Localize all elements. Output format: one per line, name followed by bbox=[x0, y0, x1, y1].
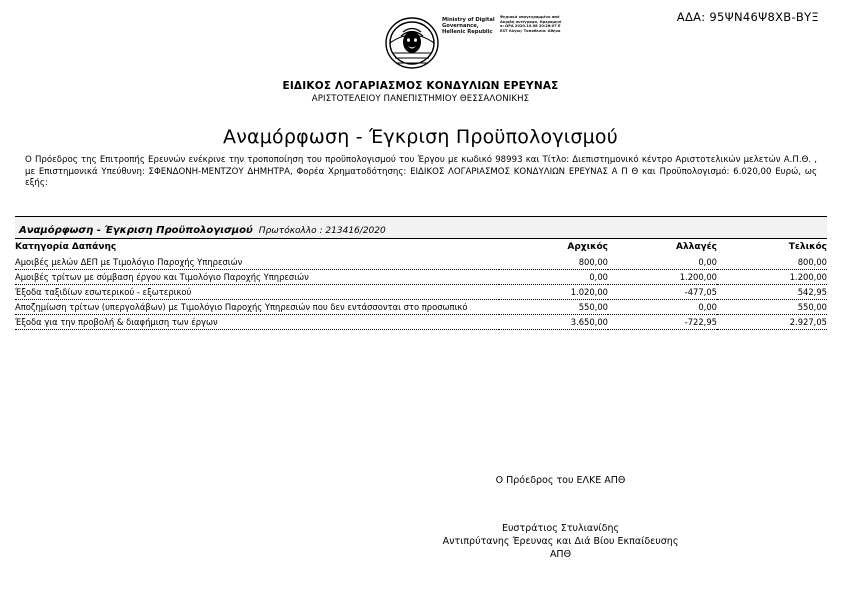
cell-final: 2.927,05 bbox=[717, 315, 827, 330]
budget-table bbox=[15, 216, 827, 330]
signature-name: Ευστράτιος Στυλιανίδης bbox=[501, 523, 620, 534]
cell-changes: 0,00 bbox=[608, 300, 717, 315]
organization-subtitle: ΑΡΙΣΤΟΤΕΛΕΙΟΥ ΠΑΝΕΠΙΣΤΗΜΙΟΥ ΘΕΣΣΑΛΟΝΙΚΗΣ bbox=[311, 94, 530, 104]
greek-republic-seal-icon bbox=[381, 12, 443, 74]
column-header-initial: Αρχικός bbox=[567, 242, 608, 252]
cell-final: 1.200,00 bbox=[717, 270, 827, 285]
column-header-category: Κατηγορία Δαπάνης bbox=[15, 242, 117, 252]
column-header-changes: Αλλαγές bbox=[675, 242, 717, 252]
signature-institution: ΑΠΘ bbox=[549, 549, 572, 560]
page-title: Αναμόρφωση - Έγκριση Προϋπολογισμού bbox=[223, 126, 618, 148]
table-band-protocol: Πρωτόκολλο : 213416/2020 bbox=[258, 226, 386, 236]
budget-table-grid bbox=[15, 240, 827, 330]
cell-initial: 3.650,00 bbox=[499, 315, 608, 330]
signature-role-label: Ο Πρόεδρος του ΕΛΚΕ ΑΠΘ bbox=[495, 475, 626, 486]
table-row bbox=[15, 255, 827, 270]
cell-category: Αμοιβές μελών ΔΕΠ με Τιμολόγιο Παροχής Υπηρεσιών bbox=[15, 255, 499, 270]
cell-final: 550,00 bbox=[717, 300, 827, 315]
digital-signature-stamp-label: Ministry of Digital Governance, Hellenic Republic bbox=[442, 17, 495, 36]
letterhead bbox=[0, 12, 841, 104]
cell-changes: -722,95 bbox=[608, 315, 717, 330]
cell-category: Αποζημίωση τρίτων (υπεργολάβων) με Τιμολόγιο Παροχής Υπηρεσιών που δεν εντάσσονται στο προσωπικό bbox=[15, 300, 499, 315]
signature-role bbox=[0, 475, 841, 486]
column-header-final: Τελικός bbox=[788, 242, 827, 252]
table-row bbox=[15, 270, 827, 285]
intro-paragraph: Ο Πρόεδρος της Επιτροπής Ερευνών ενέκρινε την τροποποίηση του προϋπολογισμού του Έργου με κωδικό 98993 και Τίτλο: Διεπιστημονικό κέντρο Αριστοτελικών μελετών Α.Π.Θ. , με Επιστημονικά Υπεύθυνη: ΣΦΕΝΔΟΝΗ-ΜΕΝΤΖΟΥ ΔΗΜΗΤΡΑ, Φορέα Χρηματοδότησης: ΕΙΔΙΚΟΣ ΛΟΓΑΡΙΑΣΜΟΣ ΚΟΝΔΥΛΙΩΝ ΕΡΕΥΝΑΣ Α Π Θ και Προϋπολογισμό: 6.020,00 Ευρώ, ως εξής: bbox=[25, 155, 817, 189]
cell-changes: -477,05 bbox=[608, 285, 717, 300]
digital-signature-stamp-detail: Ψηφιακά υπογεγραμμένο από Ακριβή αντίγραφο, Ημερομηνία: ΩΡΑ 2020.10.08 20:26:07 EEST Λόγος: Τοποθεσία: Αθήνα bbox=[500, 15, 562, 33]
table-row bbox=[15, 285, 827, 300]
cell-initial: 1.020,00 bbox=[499, 285, 608, 300]
ada-code: ΑΔΑ: 95ΨΝ46Ψ8ΧΒ-ΒΥΞ bbox=[676, 10, 819, 24]
cell-final: 542,95 bbox=[717, 285, 827, 300]
cell-final: 800,00 bbox=[717, 255, 827, 270]
cell-initial: 800,00 bbox=[499, 255, 608, 270]
cell-initial: 550,00 bbox=[499, 300, 608, 315]
table-header-row bbox=[15, 240, 827, 255]
organization-name: ΕΙΔΙΚΟΣ ΛΟΓΑΡΙΑΣΜΟΣ ΚΟΝΔΥΛΙΩΝ ΕΡΕΥΝΑΣ bbox=[282, 80, 559, 92]
table-row bbox=[15, 315, 827, 330]
table-row bbox=[15, 300, 827, 315]
cell-category: Έξοδα για την προβολή & διαφήμιση των έργων bbox=[15, 315, 499, 330]
signature-block bbox=[0, 522, 841, 561]
cell-category: Έξοδα ταξιδίων εσωτερικού - εξωτερικού bbox=[15, 285, 499, 300]
table-band bbox=[15, 216, 827, 239]
table-band-title: Αναμόρφωση - Έγκριση Προϋπολογισμού bbox=[19, 225, 253, 236]
cell-initial: 0,00 bbox=[499, 270, 608, 285]
cell-category: Αμοιβές τρίτων με σύμβαση έργου και Τιμολόγιο Παροχής Υπηρεσιών bbox=[15, 270, 499, 285]
cell-changes: 1.200,00 bbox=[608, 270, 717, 285]
letterhead-seal-row bbox=[0, 12, 841, 78]
cell-changes: 0,00 bbox=[608, 255, 717, 270]
signature-position: Αντιπρύτανης Έρευνας και Διά Βίου Εκπαίδευσης bbox=[442, 536, 679, 547]
